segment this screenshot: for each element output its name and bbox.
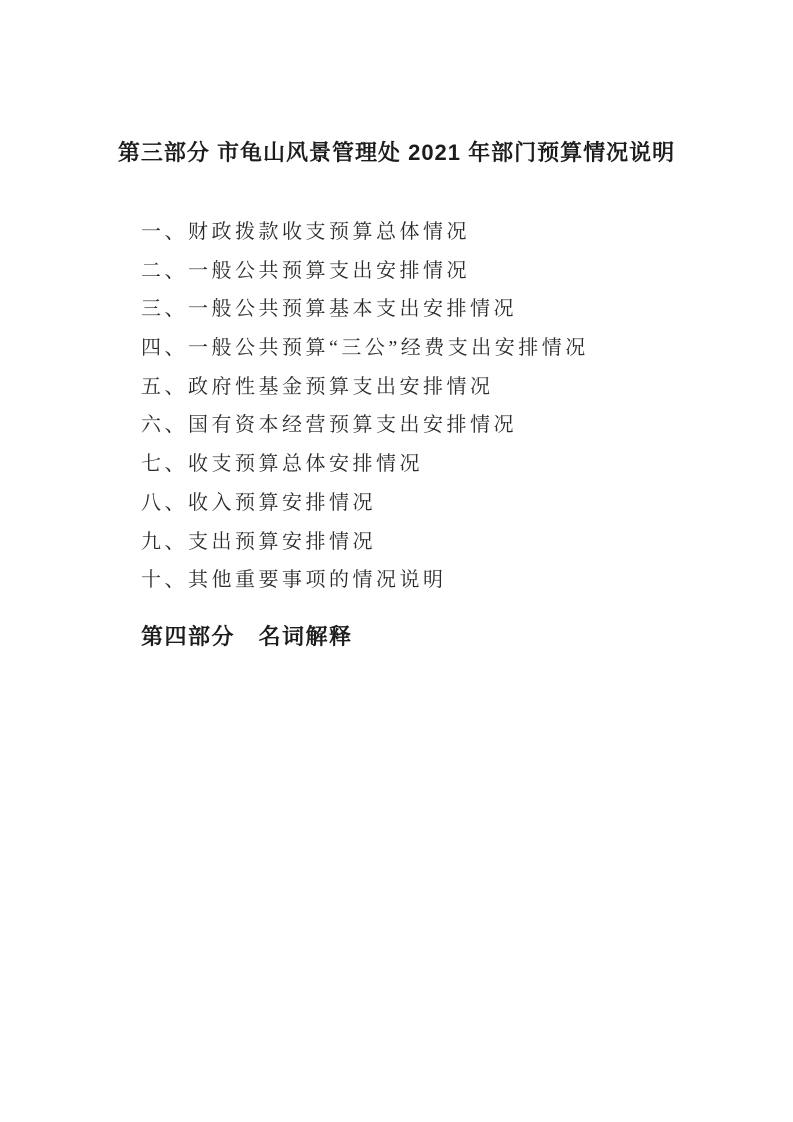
section4-heading: 第四部分 名词解释 (141, 624, 353, 649)
toc-item-10: 十、其他重要事项的情况说明 (141, 569, 447, 592)
toc-item-4: 四、一般公共预算“三公”经费支出安排情况 (141, 337, 589, 360)
toc-item-5: 五、政府性基金预算支出安排情况 (141, 375, 494, 398)
toc-item-1: 一、财政拨款收支预算总体情况 (141, 221, 470, 243)
toc-item-7: 七、收支预算总体安排情况 (141, 453, 423, 476)
toc-item-3: 三、一般公共预算基本支出安排情况 (141, 298, 517, 321)
toc-item-6: 六、国有资本经营预算支出安排情况 (141, 414, 517, 437)
section3-heading: 第三部分 市龟山风景管理处 2021 年部门预算情况说明 (117, 140, 676, 165)
table-of-contents (141, 213, 701, 600)
toc-item-9: 九、支出预算安排情况 (141, 530, 376, 553)
toc-item-8: 八、收入预算安排情况 (141, 491, 376, 514)
toc-item-2: 二、一般公共预算支出安排情况 (141, 259, 470, 282)
